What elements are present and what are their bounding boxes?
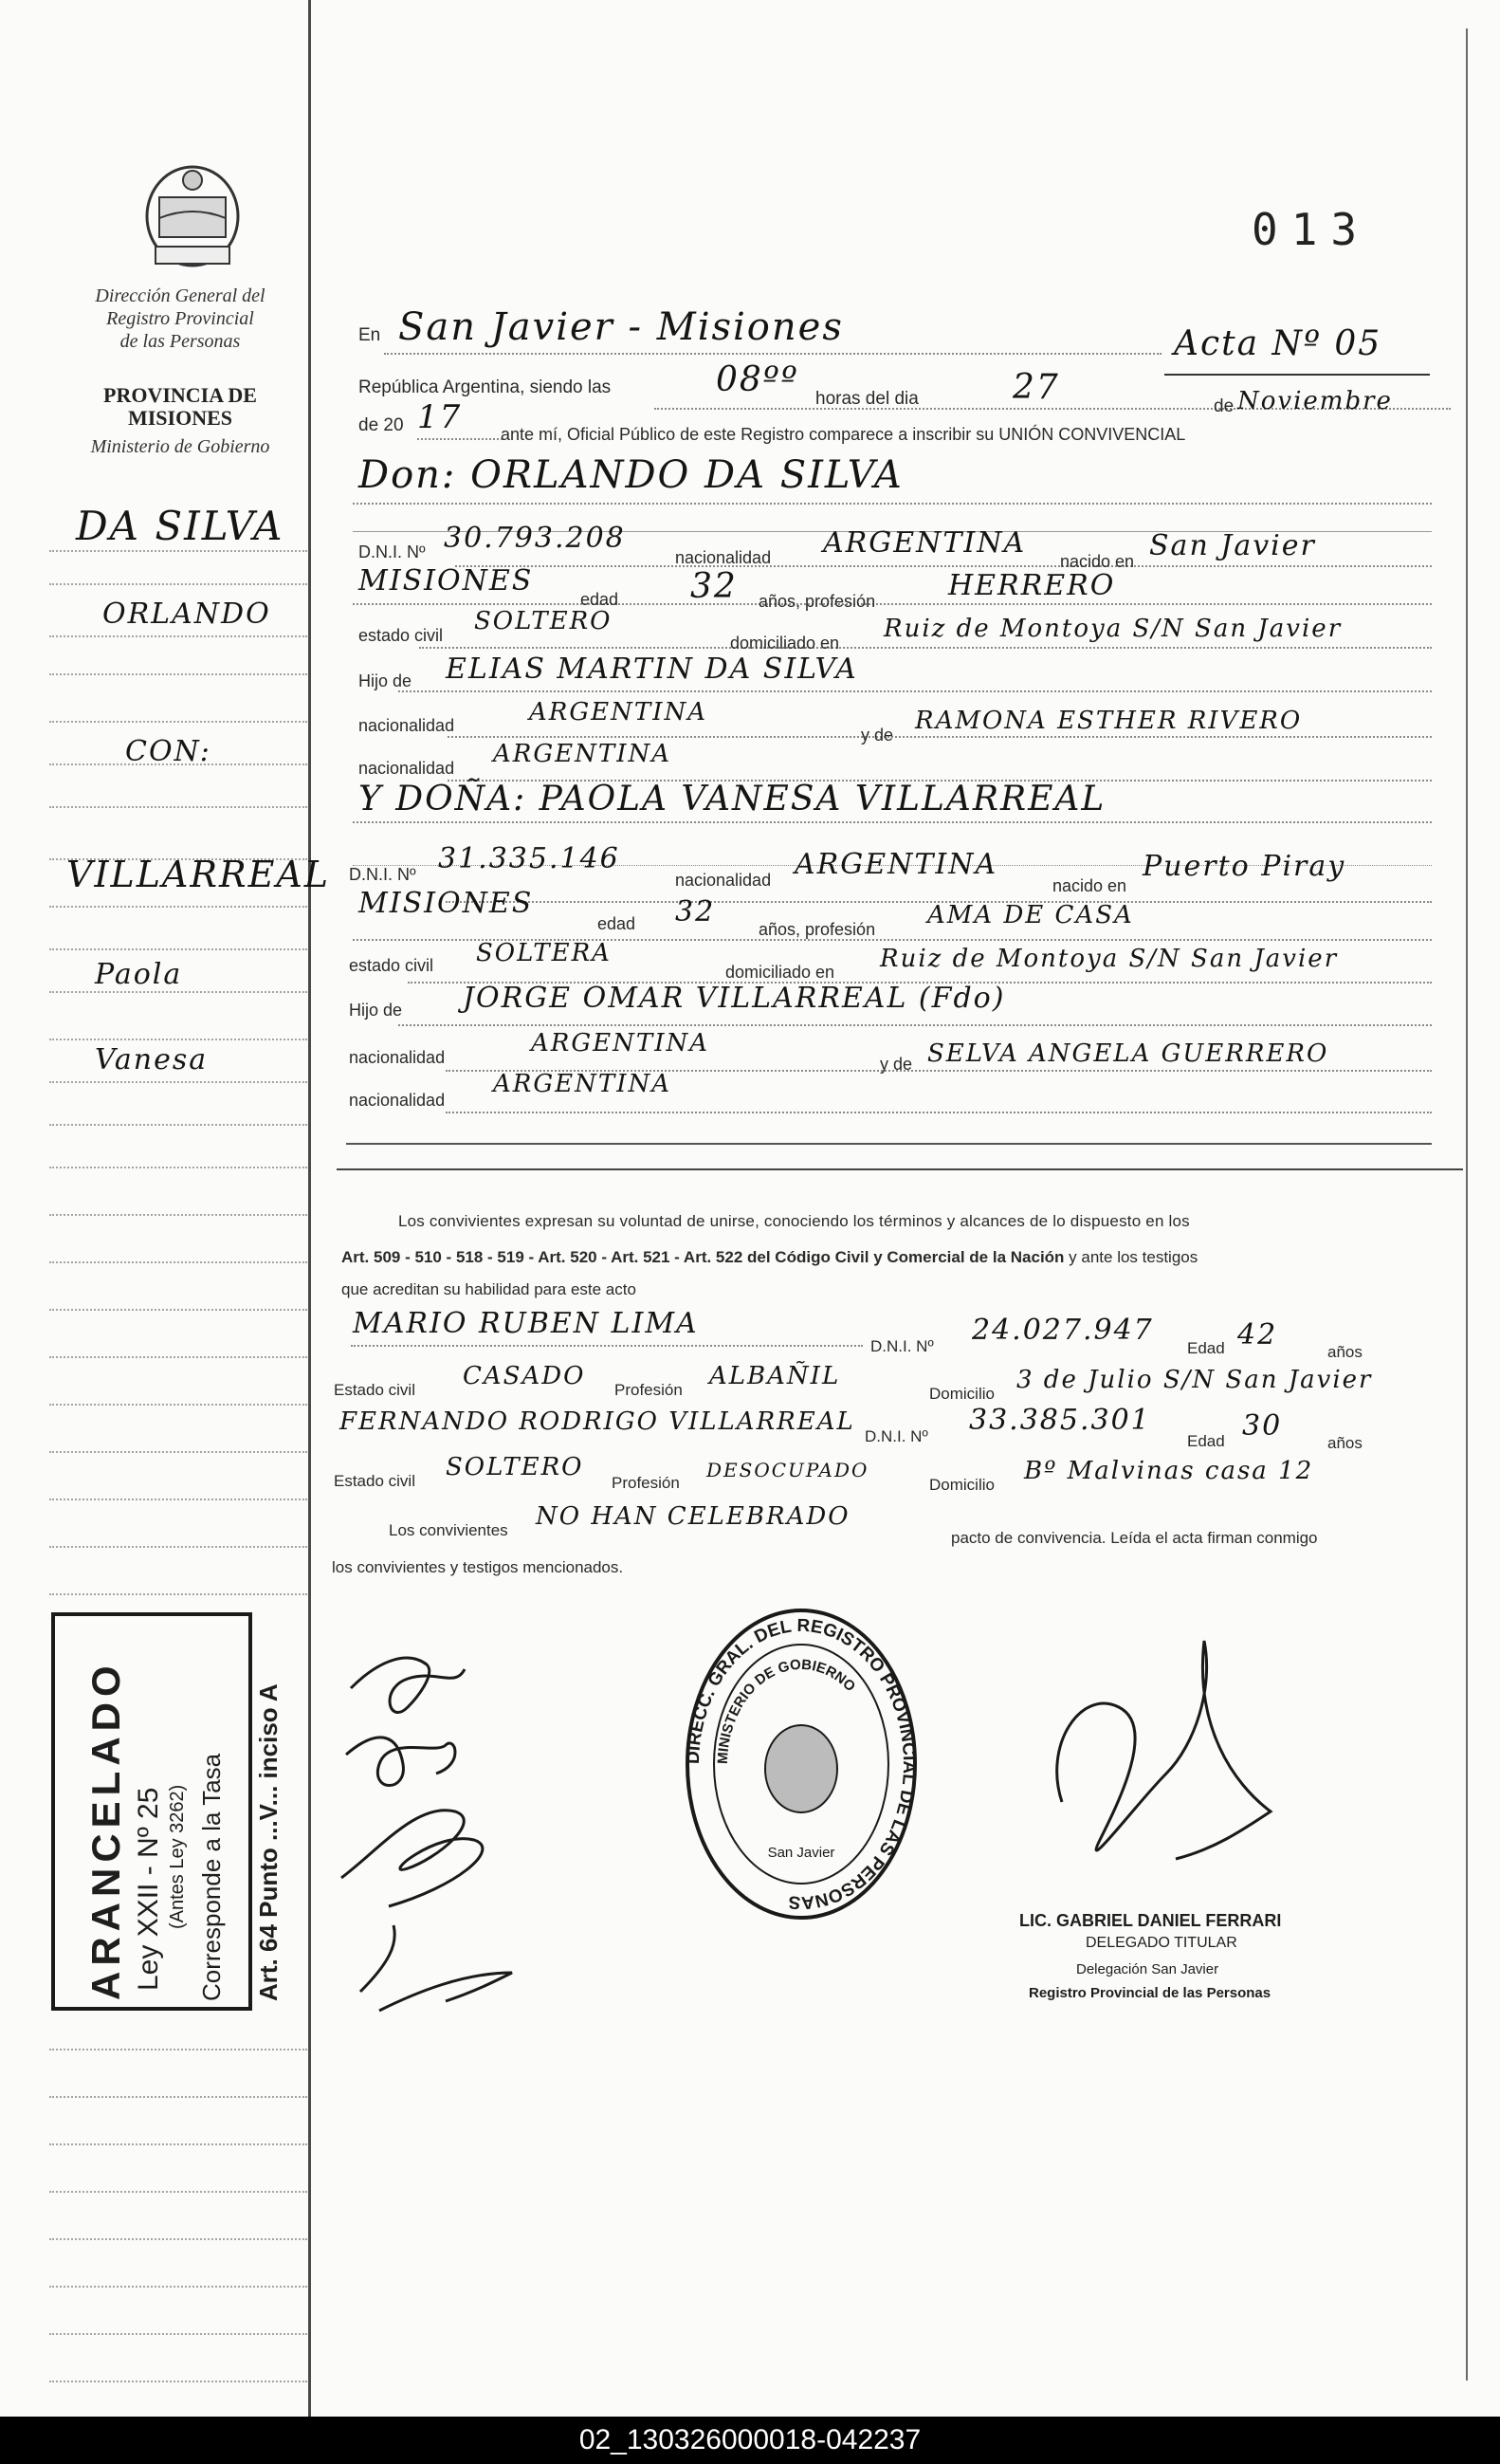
margin-rule <box>49 2238 307 2240</box>
label-dni-1: D.N.I. Nº <box>358 542 426 561</box>
ministry-name: Ministerio de Gobierno <box>90 436 270 457</box>
witness2-address: Bº Malvinas casa 12 <box>1024 1457 1314 1485</box>
label-horas-del-dia: horas del dia <box>815 389 919 409</box>
label-nacionalidad-2: nacionalidad <box>675 871 772 890</box>
declaration-line-2-rest: y ante los testigos <box>1069 1248 1198 1266</box>
margin-rule <box>49 2096 307 2098</box>
label-hijo-de-1: Hijo de <box>358 671 412 690</box>
margin-rule <box>49 806 307 808</box>
label-estado-civil-witness1: Estado civil <box>334 1381 415 1399</box>
margin-firstname-2a: Paola <box>95 958 183 991</box>
label-pacto: pacto de convivencia. Leída el acta firman conmigo <box>951 1529 1318 1547</box>
margin-rule <box>49 635 307 637</box>
margin-connector: CON: <box>125 735 211 768</box>
label-domicilio-witness2: Domicilio <box>929 1476 995 1494</box>
margin-rule <box>49 673 307 675</box>
margin-rule <box>49 2381 307 2382</box>
conviviente1-father-nationality: ARGENTINA <box>529 698 707 726</box>
margin-rule <box>49 2286 307 2288</box>
declaration-line-3: que acreditan su habilidad para este acto <box>341 1280 636 1298</box>
official-seal <box>683 1603 920 1925</box>
label-republica: República Argentina, siendo las <box>358 377 612 397</box>
margin-surname-2: VILLARREAL <box>66 854 331 895</box>
seal-inner-text: MINISTERIO DE GOBIERNO <box>714 1656 859 1765</box>
margin-rule <box>49 2049 307 2050</box>
office-line-3: de las Personas <box>119 331 241 352</box>
margin-rule <box>49 2191 307 2193</box>
margin-rule <box>49 1081 307 1083</box>
label-edad-1: edad <box>580 590 619 609</box>
pact-status: NO HAN CELEBRADO <box>536 1502 851 1531</box>
label-en: En <box>358 325 381 345</box>
fill-line <box>419 647 1432 649</box>
fill-line <box>398 690 1432 692</box>
label-anos-witness2: años <box>1327 1434 1363 1452</box>
label-de-20: de 20 <box>358 415 404 435</box>
fill-line <box>446 1112 1432 1113</box>
fill-line <box>398 1024 1432 1026</box>
fill-line <box>353 603 1432 605</box>
conviviente1-name: Don: ORLANDO DA SILVA <box>358 453 904 497</box>
margin-rule <box>49 1593 307 1595</box>
conviviente2-civil-status: SOLTERA <box>476 939 612 967</box>
margin-rule <box>49 1039 307 1040</box>
fill-line <box>384 353 1162 355</box>
signature-2 <box>346 1738 455 1786</box>
conviviente2-mother-nationality: ARGENTINA <box>493 1070 671 1098</box>
signature-3 <box>341 1811 483 1906</box>
label-cierre: los convivientes y testigos mencionados. <box>332 1558 624 1576</box>
declaration-line-1: Los convivientes expresan su voluntad de unirse, conociendo los términos y alcances de lo dispuesto en los <box>398 1212 1190 1230</box>
label-domicilio-witness1: Domicilio <box>929 1385 995 1403</box>
act-day: 27 <box>1013 368 1060 407</box>
seal-outer-text: DIRECC. GRAL. DEL REGISTRO PROVINCIAL DE LAS PERSONAS <box>683 1615 920 1913</box>
margin-rule <box>49 550 307 552</box>
label-estado-civil-2: estado civil <box>349 956 434 975</box>
margin-rule <box>49 1261 307 1263</box>
conviviente1-dni: 30.793.208 <box>444 522 626 555</box>
fill-line <box>353 503 1432 505</box>
office-name <box>66 285 294 353</box>
official-delegation: Delegación San Javier <box>1076 1961 1219 1977</box>
margin-rule <box>49 1167 307 1168</box>
fee-rate-note: Corresponde a la Tasa <box>197 1753 226 2001</box>
label-domiciliado-1: domiciliado en <box>730 634 840 653</box>
scan-footer-code: 02_130326000018-042237 <box>0 2417 1500 2464</box>
label-nacionalidad-padre-2: nacionalidad <box>349 1048 446 1067</box>
conviviente2-address: Ruiz de Montoya S/N San Javier <box>880 945 1339 973</box>
witness1-civil-status: CASADO <box>463 1362 586 1390</box>
witness1-profession: ALBAÑIL <box>709 1362 841 1390</box>
conviviente2-dni: 31.335.146 <box>438 842 620 875</box>
emblem-icon <box>131 152 254 275</box>
conviviente1-mother: RAMONA ESTHER RIVERO <box>915 707 1303 735</box>
official-registry: Registro Provincial de las Personas <box>1029 1985 1271 2001</box>
margin-rule <box>49 1356 307 1358</box>
fill-line <box>448 736 1432 738</box>
margin-rule <box>49 2333 307 2335</box>
conviviente2-father: JORGE OMAR VILLARREAL (Fdo) <box>463 982 1006 1015</box>
label-hijo-de-2: Hijo de <box>349 1001 403 1020</box>
signatures <box>322 1631 664 2030</box>
margin-rule <box>49 1214 307 1216</box>
label-domiciliado-2: domiciliado en <box>725 963 835 982</box>
label-nacionalidad-madre-2: nacionalidad <box>349 1091 446 1110</box>
label-y-de-1: y de <box>861 726 894 745</box>
conviviente2-birthplace-cont: MISIONES <box>358 887 534 920</box>
official-title: DELEGADO TITULAR <box>1086 1935 1237 1951</box>
label-nacido-en-2: nacido en <box>1052 876 1127 895</box>
margin-rule <box>49 2143 307 2145</box>
conviviente2-birthplace: Puerto Piray <box>1143 850 1346 883</box>
act-year: 17 <box>417 398 463 436</box>
fee-article: Art. 64 Punto ...V... inciso A <box>254 1683 283 2001</box>
witness2-dni: 33.385.301 <box>969 1404 1151 1437</box>
margin-rule <box>49 991 307 993</box>
margin-firstname-1: ORLANDO <box>102 598 271 631</box>
witness1-address: 3 de Julio S/N San Javier <box>1016 1366 1373 1394</box>
conviviente1-civil-status: SOLTERO <box>474 607 613 635</box>
label-nacionalidad-padre-1: nacionalidad <box>358 716 455 735</box>
margin-rule <box>49 721 307 723</box>
fill-line <box>346 1143 1432 1145</box>
label-de-mes: de <box>1214 396 1235 416</box>
act-place: San Javier - Misiones <box>398 305 844 349</box>
act-hour: 08ºº <box>716 360 799 399</box>
margin-rule <box>49 906 307 908</box>
province-name <box>66 384 294 430</box>
conviviente1-birthplace: San Javier <box>1149 529 1316 562</box>
signature-1 <box>351 1658 465 1712</box>
label-dni-2: D.N.I. Nº <box>349 865 416 884</box>
margin-rule <box>49 1309 307 1311</box>
label-profesion-witness1: Profesión <box>614 1381 683 1399</box>
fee-stamp-law: Ley XXII - Nº 25 <box>133 1787 164 1991</box>
label-anos-profesion-1: años, profesión <box>759 592 876 611</box>
conviviente2-nationality: ARGENTINA <box>795 848 998 881</box>
witness2-age: 30 <box>1242 1409 1283 1443</box>
province-line-1: PROVINCIA DE <box>103 383 257 407</box>
act-month: Noviembre <box>1237 387 1393 415</box>
witness2-profession: DESOCUPADO <box>706 1459 869 1481</box>
conviviente1-nationality: ARGENTINA <box>823 526 1027 560</box>
margin-rule <box>49 1546 307 1548</box>
label-edad-witness1: Edad <box>1187 1339 1225 1357</box>
witness1-dni: 24.027.947 <box>972 1314 1154 1347</box>
seal-city: San Javier <box>767 1845 835 1861</box>
margin-rule <box>49 1499 307 1500</box>
label-nacionalidad-madre-1: nacionalidad <box>358 759 455 778</box>
conviviente1-profession: HERRERO <box>948 569 1116 602</box>
label-y-de-2: y de <box>880 1055 913 1074</box>
margin-rule <box>49 1451 307 1453</box>
conviviente1-father: ELIAS MARTIN DA SILVA <box>446 653 858 686</box>
official-signature <box>986 1612 1327 1916</box>
margin-surname-1: DA SILVA <box>76 503 284 549</box>
margin-rule <box>49 1124 307 1126</box>
conviviente2-profession: AMA DE CASA <box>927 901 1134 929</box>
fill-line <box>455 565 1432 567</box>
margin-rule <box>49 948 307 950</box>
fill-line <box>353 821 1432 823</box>
label-ante-mi: ante mí, Oficial Público de este Registro comparece a inscribir su UNIÓN CONVIVENCIAL <box>501 425 1186 444</box>
label-estado-civil-1: estado civil <box>358 626 444 645</box>
label-estado-civil-witness2: Estado civil <box>334 1472 415 1490</box>
office-line-1: Dirección General del <box>95 285 265 306</box>
declaration-articles: Art. 509 - 510 - 518 - 519 - Art. 520 - Art. 521 - Art. 522 del Código Civil y Comercial de la Nación <box>341 1248 1065 1266</box>
witness2-name: FERNANDO RODRIGO VILLARREAL <box>339 1407 855 1436</box>
label-anos-witness1: años <box>1327 1343 1363 1361</box>
margin-rule <box>49 583 307 585</box>
seal-emblem <box>765 1725 837 1812</box>
conviviente2-mother: SELVA ANGELA GUERRERO <box>927 1039 1329 1068</box>
label-nacido-en-1: nacido en <box>1060 552 1135 571</box>
conviviente2-father-nationality: ARGENTINA <box>531 1029 709 1057</box>
witness2-civil-status: SOLTERO <box>446 1453 584 1481</box>
margin-rule <box>49 1404 307 1406</box>
label-nacionalidad-1: nacionalidad <box>675 548 772 567</box>
label-dni-witness1: D.N.I. Nº <box>870 1337 934 1355</box>
fee-stamp-title: ARANCELADO <box>83 1660 128 2000</box>
fill-line <box>351 1345 863 1347</box>
fee-stamp-previous-law: (Antes Ley 3262) <box>167 1784 188 1929</box>
official-name: LIC. GABRIEL DANIEL FERRARI <box>1019 1911 1282 1930</box>
fill-line <box>1164 374 1430 376</box>
witness1-name: MARIO RUBEN LIMA <box>353 1307 699 1340</box>
right-border <box>1466 28 1468 2381</box>
label-edad-witness2: Edad <box>1187 1432 1225 1450</box>
office-line-2: Registro Provincial <box>106 308 254 329</box>
conviviente1-age: 32 <box>690 567 738 606</box>
conviviente1-mother-nationality: ARGENTINA <box>493 740 671 768</box>
conviviente2-age: 32 <box>675 895 716 929</box>
fill-line <box>417 438 503 440</box>
conviviente1-address: Ruiz de Montoya S/N San Javier <box>884 615 1343 643</box>
declaration-line-2 <box>341 1248 1198 1267</box>
label-anos-profesion-2: años, profesión <box>759 920 876 939</box>
conviviente2-name: Y DOÑA: PAOLA VANESA VILLARREAL <box>358 780 1107 818</box>
province-line-2: MISIONES <box>127 406 233 430</box>
margin-firstname-2b: Vanesa <box>95 1043 209 1076</box>
conviviente1-birthplace-cont: MISIONES <box>358 564 534 598</box>
label-profesion-witness2: Profesión <box>612 1474 680 1492</box>
label-los-convivientes: Los convivientes <box>389 1521 508 1539</box>
left-margin-border <box>308 0 311 2417</box>
section-divider <box>337 1168 1463 1170</box>
label-dni-witness2: D.N.I. Nº <box>865 1427 928 1445</box>
province-emblem <box>131 152 254 275</box>
signature-4 <box>360 1925 512 2011</box>
act-number: Acta Nº 05 <box>1174 324 1382 363</box>
sheet-number: 013 <box>1252 204 1371 255</box>
label-edad-2: edad <box>597 914 636 933</box>
witness1-age: 42 <box>1237 1318 1278 1352</box>
